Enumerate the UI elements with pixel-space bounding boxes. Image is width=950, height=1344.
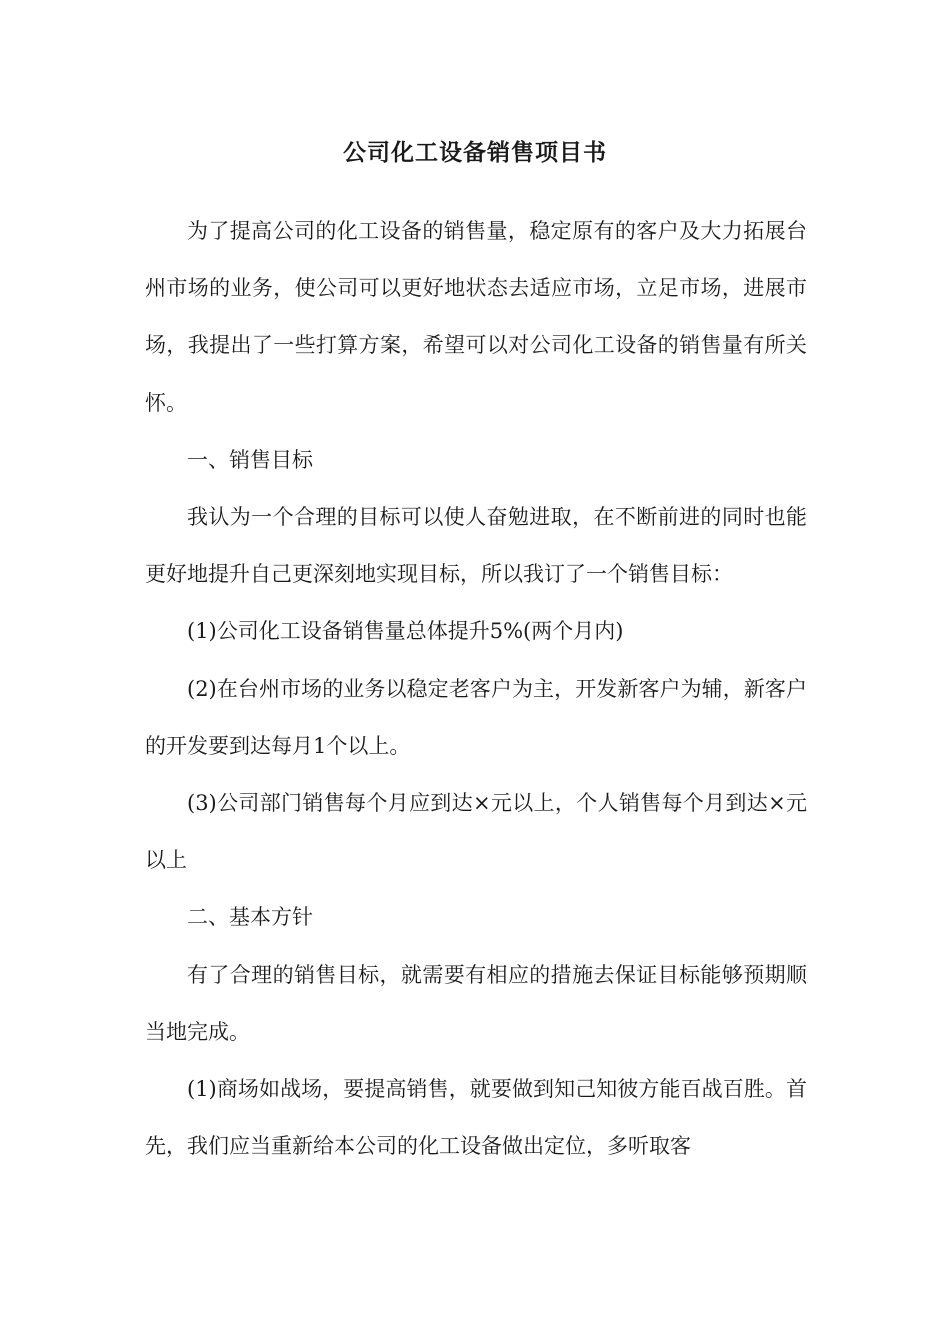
goal-item-2: (2)在台州市场的业务以稳定老客户为主，开发新客户为辅，新客户的开发要到达每月1个以上。 xyxy=(145,676,807,758)
section-heading-sales-goal: 一、销售目标 xyxy=(187,447,313,472)
policy-item-1: (1)商场如战场，要提高销售，就要做到知己知彼方能百战百胜。首先，我们应当重新给本公司的化工设备做出定位，多听取客 xyxy=(145,1077,807,1159)
document-body xyxy=(145,203,807,1175)
document-title: 公司化工设备销售项目书 xyxy=(343,139,607,166)
goal-item-3: (3)公司部门销售每个月应到达×元以上，个人销售每个月到达×元以上 xyxy=(145,791,807,873)
goal-intro-paragraph: 我认为一个合理的目标可以使人奋勉进取，在不断前进的同时也能更好地提升自己更深刻地实现目标，所以我订了一个销售目标： xyxy=(145,505,807,587)
policy-intro-paragraph: 有了合理的销售目标，就需要有相应的措施去保证目标能够预期顺当地完成。 xyxy=(145,962,807,1044)
section-heading-basic-policy: 二、基本方针 xyxy=(187,905,313,930)
goal-item-1: (1)公司化工设备销售量总体提升5%(两个月内) xyxy=(187,619,624,644)
intro-paragraph: 为了提高公司的化工设备的销售量，稳定原有的客户及大力拓展台州市场的业务，使公司可以更好地状态去适应市场，立足市场，进展市场，我提出了一些打算方案，希望可以对公司化工设备的销售量有所关怀。 xyxy=(145,219,807,415)
